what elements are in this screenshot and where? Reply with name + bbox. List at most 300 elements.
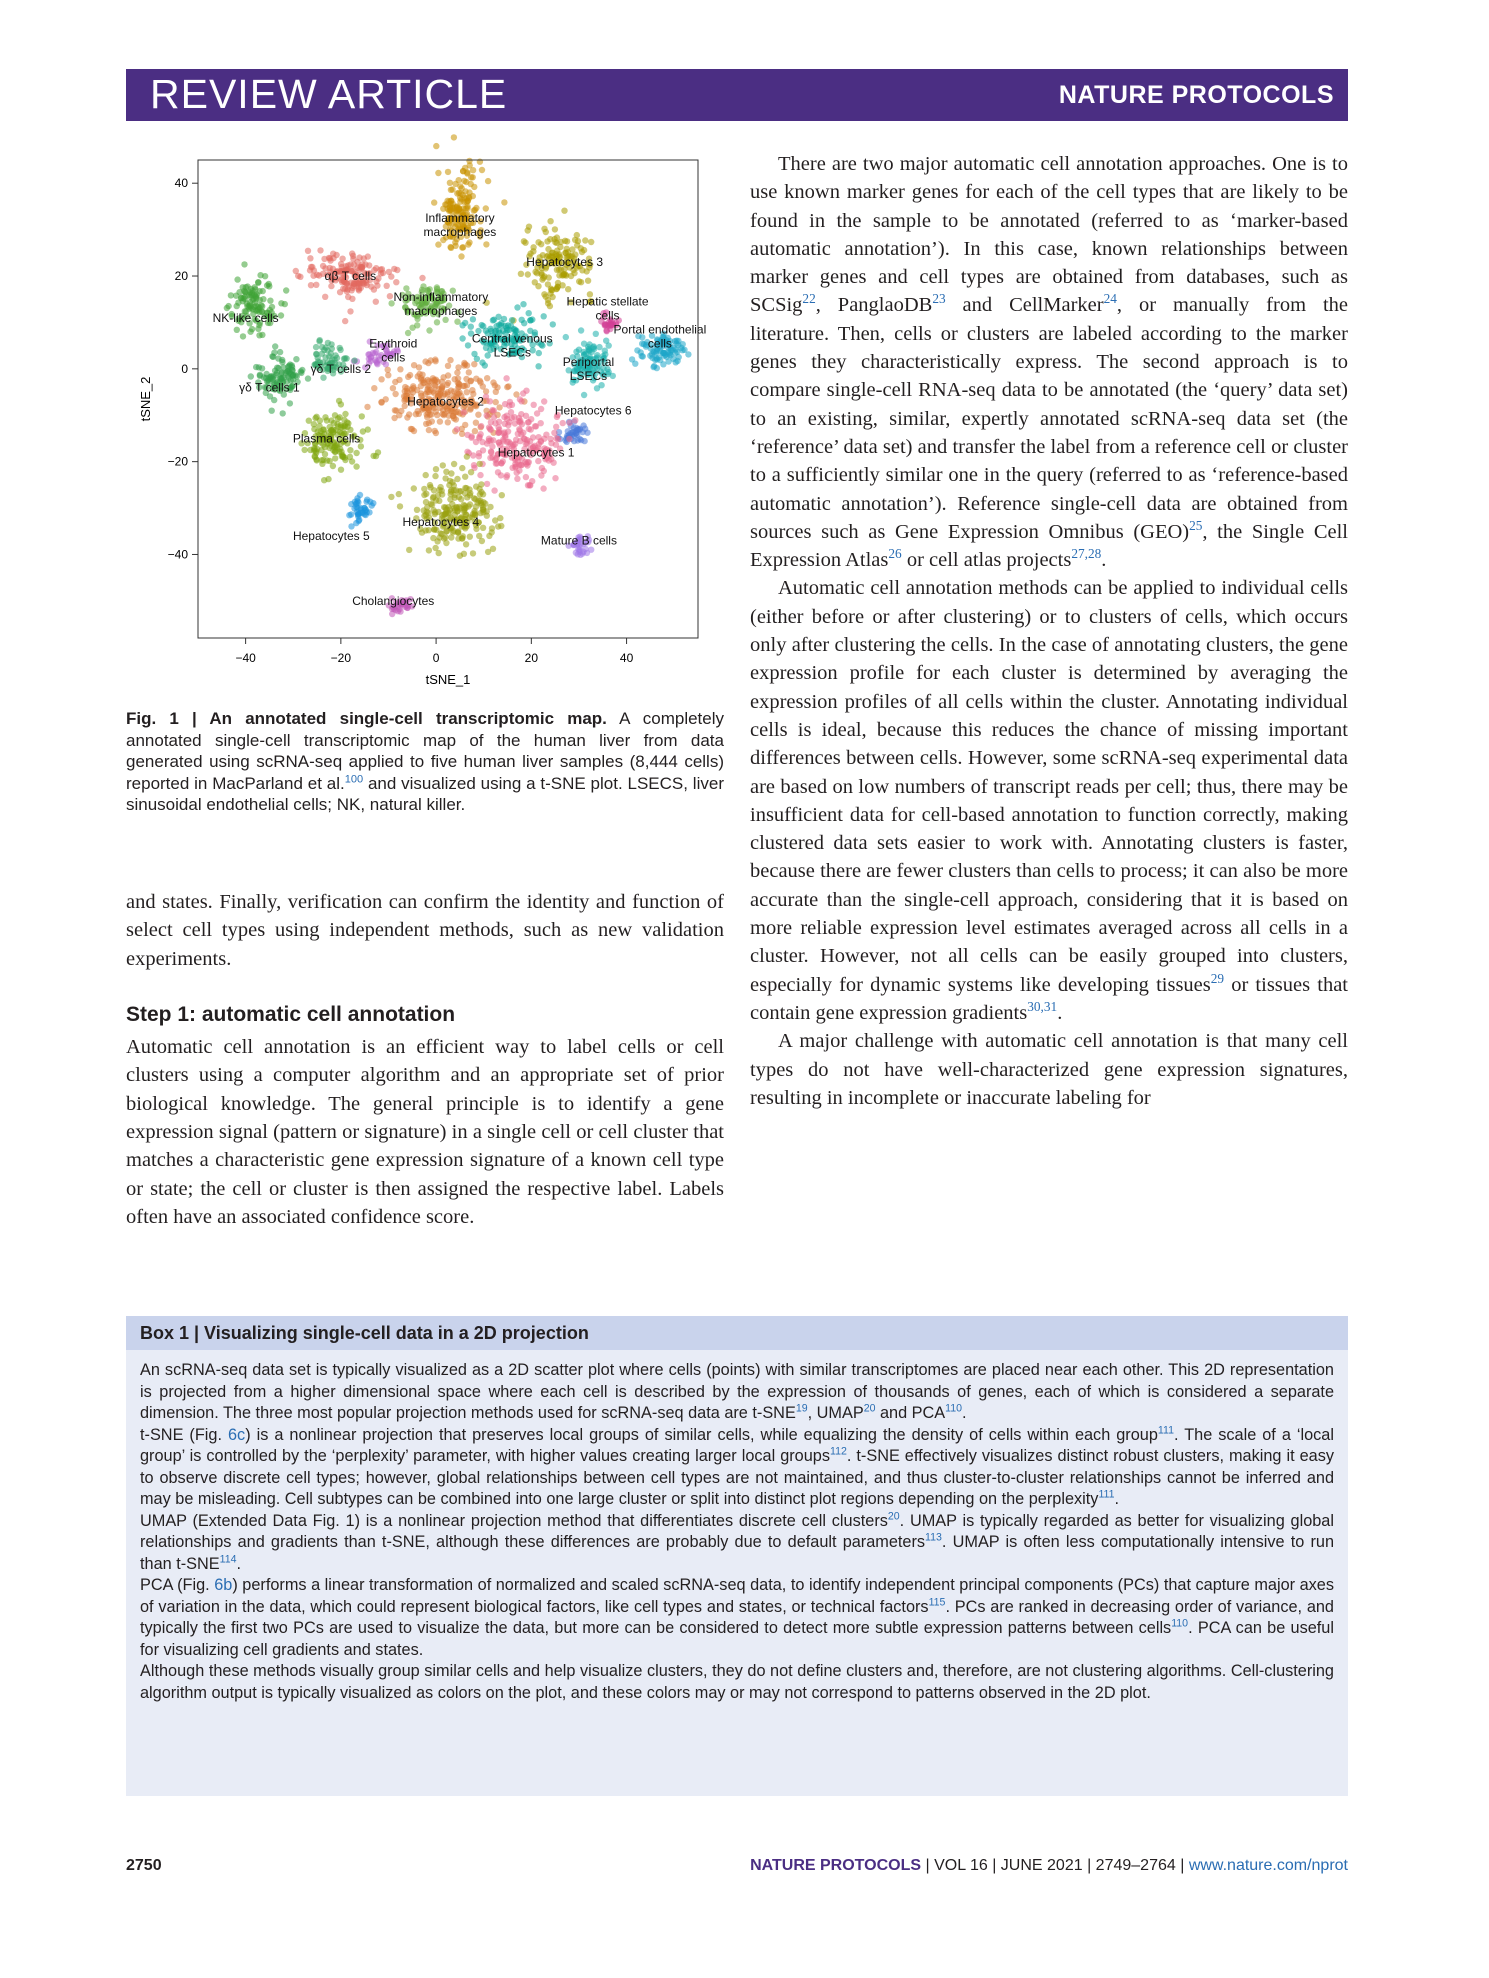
data-point	[478, 423, 484, 429]
data-point	[467, 534, 473, 540]
data-point	[416, 371, 422, 377]
data-point	[584, 268, 590, 274]
data-point	[468, 378, 474, 384]
data-point	[370, 453, 376, 459]
data-point	[429, 502, 435, 508]
data-point	[466, 189, 472, 195]
data-point	[267, 298, 273, 304]
data-point	[519, 317, 525, 323]
data-point	[526, 419, 532, 425]
data-point	[541, 226, 547, 232]
ref[interactable]: 20	[863, 1402, 876, 1415]
data-point	[307, 255, 313, 261]
cluster-points	[224, 261, 290, 339]
data-point	[462, 503, 468, 509]
data-point	[548, 286, 554, 292]
cluster-label: Hepatocytes 5	[292, 528, 370, 543]
x-tick-label: 40	[619, 651, 634, 665]
data-point	[432, 473, 438, 479]
data-point	[317, 247, 323, 253]
data-point	[396, 491, 402, 497]
figure-caption	[126, 708, 724, 816]
text: .	[236, 1554, 242, 1573]
ref[interactable]: 30,31	[1027, 999, 1058, 1015]
data-point	[527, 317, 533, 323]
text: or cell atlas projects	[901, 549, 1072, 572]
data-point	[322, 451, 328, 457]
data-point	[424, 509, 430, 515]
data-point	[508, 409, 514, 415]
ref[interactable]: 113	[925, 1531, 942, 1544]
data-point	[437, 484, 443, 490]
data-point	[534, 410, 540, 416]
text: .	[1057, 1001, 1063, 1024]
data-point	[575, 238, 581, 244]
data-point	[477, 461, 483, 467]
data-point	[392, 407, 398, 413]
data-point	[270, 374, 276, 380]
ref[interactable]: 25	[1189, 518, 1203, 534]
data-point	[604, 328, 610, 334]
ref[interactable]: 29	[1210, 970, 1225, 986]
data-point	[459, 322, 465, 328]
cluster-label: Inflammatory macrophages	[423, 210, 497, 239]
caption-text: and visualized using a t-SNE plot. LSECS, liver sinusoidal endothelial cells; NK, natural killer.	[126, 773, 724, 814]
data-point	[455, 529, 461, 535]
data-point	[681, 347, 687, 353]
data-point	[374, 358, 380, 364]
data-point	[509, 317, 515, 323]
box-title: Box 1 | Visualizing single-cell data in a 2D projection	[126, 1316, 1348, 1350]
data-point	[447, 180, 453, 186]
data-point	[423, 472, 429, 478]
data-point	[313, 282, 319, 288]
y-tick-label: 20	[174, 269, 188, 284]
data-point	[348, 511, 354, 517]
figure-link[interactable]: 6c	[227, 1425, 246, 1444]
data-point	[269, 408, 275, 414]
data-point	[316, 272, 322, 278]
data-point	[420, 377, 426, 383]
y-tick-label: 40	[174, 176, 188, 191]
text: , PanglaoDB	[815, 294, 933, 317]
data-point	[496, 404, 502, 410]
data-point	[459, 335, 465, 341]
data-point	[506, 419, 512, 425]
data-point	[332, 449, 338, 455]
data-point	[432, 545, 438, 551]
data-point	[257, 272, 263, 278]
text: Automatic cell annotation methods can be applied to individual cells (either before or after clustering) or to clusters of cells, which occurs only after clustering the cells. In the case of annotating clusters, the gene expression profile for each cluster is determined by averaging the expression profiles of all cells within the cluster. Annotating individual cells is ideal, because this reduces the chance of missing important differences between cells. However, some scRNA-seq experimental data are based on low numbers of transcript reads per cell; thus, there may be insufficient data for cell-based annotation to function correctly, making clustered data sets easier to work with. Annotating clusters is faster, because there are fewer clusters than cells to process; it can also be more accurate than the single-cell approach, considering that it is based on more reliable expression level estimates averaged across all cells in a cluster. However, not all cells can be easily grouped into clusters, especially for dynamic systems like developing tissues	[750, 577, 1348, 996]
data-point	[364, 404, 370, 410]
data-point	[498, 460, 504, 466]
text: . UMAP is often less computationally intensive to run than t-SNE	[140, 1533, 1334, 1573]
cluster-label: Mature B cells	[540, 533, 617, 548]
paragraph	[750, 150, 1348, 574]
data-point	[478, 489, 484, 495]
data-point	[551, 430, 557, 436]
data-point	[433, 143, 439, 149]
data-point	[540, 485, 546, 491]
data-point	[490, 379, 496, 385]
data-point	[259, 332, 265, 338]
data-point	[432, 428, 438, 434]
footer-volume: VOL 16	[934, 1857, 988, 1874]
data-point	[593, 331, 599, 337]
data-point	[566, 436, 572, 442]
data-point	[498, 523, 504, 529]
data-point	[454, 369, 460, 375]
data-point	[553, 435, 559, 441]
data-point	[469, 387, 475, 393]
data-point	[530, 244, 536, 250]
section-heading: Step 1: automatic cell annotation	[126, 1002, 456, 1026]
data-point	[561, 208, 567, 214]
text: .	[1114, 1490, 1120, 1508]
separator: |	[1175, 1857, 1189, 1874]
data-point	[311, 421, 317, 427]
data-point	[460, 168, 466, 174]
data-point	[406, 547, 412, 553]
ref[interactable]: 27,28	[1071, 546, 1102, 562]
data-point	[477, 379, 483, 385]
data-point	[585, 278, 591, 284]
data-point	[311, 267, 317, 273]
data-point	[356, 517, 362, 523]
data-point	[479, 538, 485, 544]
ref[interactable]: 114	[219, 1553, 237, 1566]
data-point	[434, 319, 440, 325]
data-point	[415, 408, 421, 414]
data-point	[489, 407, 495, 413]
data-point	[426, 427, 432, 433]
data-point	[610, 373, 616, 379]
data-point	[367, 499, 373, 505]
data-point	[359, 413, 365, 419]
data-point	[509, 402, 515, 408]
data-point	[550, 321, 556, 327]
data-point	[445, 419, 451, 425]
data-point	[459, 185, 465, 191]
data-point	[578, 327, 584, 333]
text: , UMAP	[807, 1404, 864, 1422]
data-point	[491, 487, 497, 493]
data-point	[572, 417, 578, 423]
footer-citation	[750, 1857, 1348, 1875]
data-point	[317, 337, 323, 343]
data-point	[543, 432, 549, 438]
data-point	[672, 338, 678, 344]
data-point	[456, 381, 462, 387]
data-point	[333, 252, 339, 258]
data-point	[448, 470, 454, 476]
ref[interactable]: 100	[344, 772, 364, 785]
x-axis-label: tSNE_1	[425, 672, 471, 687]
data-point	[560, 420, 566, 426]
data-point	[484, 513, 490, 519]
cluster-label: Hepatocytes 6	[554, 403, 632, 418]
data-point	[603, 338, 609, 344]
data-point	[248, 373, 254, 379]
ref[interactable]: 110	[945, 1402, 963, 1415]
paragraph	[140, 1575, 1334, 1661]
data-point	[451, 134, 457, 140]
data-point	[514, 304, 520, 310]
data-point	[581, 438, 587, 444]
data-point	[497, 515, 503, 521]
data-point	[430, 494, 436, 500]
data-point	[485, 352, 491, 358]
data-point	[332, 455, 338, 461]
data-point	[471, 184, 477, 190]
data-point	[272, 343, 278, 349]
ref[interactable]: 110	[1171, 1617, 1189, 1630]
data-point	[398, 408, 404, 414]
data-point	[539, 276, 545, 282]
data-point	[351, 505, 357, 511]
data-point	[454, 426, 460, 432]
ref[interactable]: 22	[802, 291, 816, 307]
data-point	[386, 269, 392, 275]
data-point	[662, 351, 668, 357]
cluster-label: NK-like cells	[212, 310, 279, 325]
data-point	[524, 462, 530, 468]
data-point	[531, 402, 537, 408]
data-point	[353, 463, 359, 469]
data-point	[447, 204, 453, 210]
data-point	[305, 375, 311, 381]
data-point	[352, 499, 358, 505]
data-point	[451, 492, 457, 498]
text: . The scale of a ‘local group’ is controlled by the ‘perplexity’ parameter, with higher values creating larger local groups	[140, 1425, 1334, 1465]
data-point	[498, 322, 504, 328]
data-point	[278, 312, 284, 318]
data-point	[389, 611, 395, 617]
data-point	[479, 359, 485, 365]
data-point	[234, 327, 240, 333]
data-point	[355, 511, 361, 517]
data-point	[305, 248, 311, 254]
caption-text: A completely annotated single-cell transcriptomic map of the human liver from data generated using scRNA-seq applied to five human liver samples (8,444 cells) reported in MacParland et al.	[126, 709, 724, 793]
left-column	[126, 888, 724, 1231]
data-point	[502, 401, 508, 407]
data-point	[468, 174, 474, 180]
data-point	[321, 347, 327, 353]
data-point	[393, 279, 399, 285]
data-point	[447, 357, 453, 363]
paragraph	[140, 1360, 1334, 1425]
text: and CellMarker	[945, 294, 1104, 317]
y-tick-label: −20	[167, 454, 188, 469]
data-point	[260, 288, 266, 294]
data-point	[236, 289, 242, 295]
ref[interactable]: 24	[1103, 291, 1117, 307]
data-point	[342, 457, 348, 463]
ref[interactable]: 20	[887, 1510, 900, 1523]
data-point	[286, 363, 292, 369]
data-point	[274, 365, 280, 371]
paragraph	[140, 1511, 1334, 1576]
data-point	[475, 498, 481, 504]
header-bar	[126, 69, 1348, 121]
data-point	[349, 296, 355, 302]
caption-label: Fig. 1 | An annotated single-cell transcriptomic map.	[126, 709, 607, 728]
data-point	[538, 241, 544, 247]
data-point	[547, 303, 553, 309]
data-point	[313, 344, 319, 350]
text: t-SNE (Fig.	[140, 1425, 228, 1444]
data-point	[582, 237, 588, 243]
data-point	[327, 255, 333, 261]
text: . UMAP is typically regarded as better for visualizing global relationships and gradients than t-SNE, although these differences are probably due to default parameters	[140, 1511, 1334, 1551]
data-point	[455, 409, 461, 415]
cluster-label: Plasma cells	[292, 431, 361, 446]
data-point	[345, 420, 351, 426]
data-point	[461, 409, 467, 415]
data-point	[532, 269, 538, 275]
data-point	[444, 382, 450, 388]
ref[interactable]: 115	[928, 1596, 946, 1609]
data-point	[328, 341, 334, 347]
data-point	[501, 199, 507, 205]
data-point	[404, 414, 410, 420]
data-point	[342, 286, 348, 292]
data-point	[437, 418, 443, 424]
data-point	[240, 333, 246, 339]
data-point	[331, 420, 337, 426]
data-point	[234, 276, 240, 282]
data-point	[452, 243, 458, 249]
data-point	[442, 534, 448, 540]
data-point	[538, 420, 544, 426]
text: . PCs are ranked in decreasing order of variance, and typically the first two PCs are used to visualize the data, but more can be considered to detect more subtle expression patterns between cells	[140, 1597, 1334, 1637]
x-tick-label: 20	[524, 651, 539, 665]
data-point	[525, 227, 531, 233]
data-point	[431, 199, 437, 205]
data-point	[489, 529, 495, 535]
data-point	[269, 304, 275, 310]
cluster-points	[346, 492, 376, 530]
text: .	[1101, 549, 1107, 572]
data-point	[385, 367, 391, 373]
data-point	[553, 424, 559, 430]
data-point	[479, 439, 485, 445]
data-point	[526, 310, 532, 316]
data-point	[392, 391, 398, 397]
data-point	[396, 377, 402, 383]
data-point	[484, 481, 490, 487]
data-point	[353, 450, 359, 456]
cluster-label: Erythroid cells	[369, 336, 418, 365]
data-point	[397, 366, 403, 372]
ref[interactable]: 19	[795, 1402, 808, 1415]
data-point	[361, 255, 367, 261]
data-point	[598, 382, 604, 388]
data-point	[650, 364, 656, 370]
data-point	[490, 546, 496, 552]
data-point	[384, 283, 390, 289]
text: . PCA can be useful for visualizing cell gradients and states.	[140, 1619, 1334, 1659]
separator: |	[1082, 1857, 1096, 1874]
data-point	[434, 412, 440, 418]
text: PCA (Fig.	[140, 1576, 215, 1594]
ref[interactable]: 112	[830, 1445, 847, 1458]
data-point	[520, 390, 526, 396]
data-point	[241, 261, 247, 267]
data-point	[394, 267, 400, 273]
data-point	[582, 426, 588, 432]
data-point	[588, 239, 594, 245]
data-point	[565, 286, 571, 292]
data-point	[541, 398, 547, 404]
data-point	[298, 368, 304, 374]
ref[interactable]: 111	[1157, 1424, 1174, 1437]
data-point	[253, 295, 259, 301]
separator: |	[987, 1857, 1001, 1874]
data-point	[354, 259, 360, 265]
data-point	[451, 461, 457, 467]
data-point	[255, 280, 261, 286]
figure-link[interactable]: 6b	[214, 1576, 233, 1594]
data-point	[541, 313, 547, 319]
data-point	[455, 508, 461, 514]
text: .	[962, 1404, 967, 1422]
x-tick-label: −20	[330, 651, 352, 665]
data-point	[660, 361, 666, 367]
ref[interactable]: 26	[888, 546, 902, 562]
paragraph	[750, 574, 1348, 1027]
data-point	[385, 372, 391, 378]
data-point	[445, 363, 451, 369]
data-point	[436, 534, 442, 540]
data-point	[459, 244, 465, 250]
data-point	[512, 420, 518, 426]
ref[interactable]: 111	[1098, 1488, 1115, 1501]
data-point	[517, 419, 523, 425]
data-point	[459, 465, 465, 471]
data-point	[462, 474, 468, 480]
data-point	[486, 438, 492, 444]
data-point	[518, 462, 524, 468]
article-type: REVIEW ARTICLE	[150, 71, 508, 117]
data-point	[242, 296, 248, 302]
text: ) performs a linear transformation of normalized and scaled scRNA-seq data, to identify independent principal components (PCs) that capture major axes of variation in the data, which could represent biological factors, like cell types and states, or technical factors	[140, 1576, 1334, 1616]
data-point	[421, 486, 427, 492]
data-point	[463, 541, 469, 547]
data-point	[568, 273, 574, 279]
y-tick-label: −40	[167, 547, 188, 562]
data-point	[516, 467, 522, 473]
data-point	[283, 287, 289, 293]
data-point	[535, 363, 541, 369]
data-point	[576, 278, 582, 284]
data-point	[535, 283, 541, 289]
data-point	[505, 383, 511, 389]
ref[interactable]: 23	[932, 291, 946, 307]
x-tick-label: −40	[235, 651, 256, 665]
data-point	[518, 271, 524, 277]
data-point	[427, 412, 433, 418]
right-column	[750, 150, 1348, 1112]
journal-url[interactable]: www.nature.com/nprot	[1188, 1857, 1348, 1874]
y-axis-label: tSNE_2	[138, 376, 153, 422]
data-point	[493, 399, 499, 405]
data-point	[463, 485, 469, 491]
data-point	[414, 322, 420, 328]
data-point	[520, 301, 526, 307]
data-point	[433, 377, 439, 383]
box-body	[126, 1350, 1348, 1704]
